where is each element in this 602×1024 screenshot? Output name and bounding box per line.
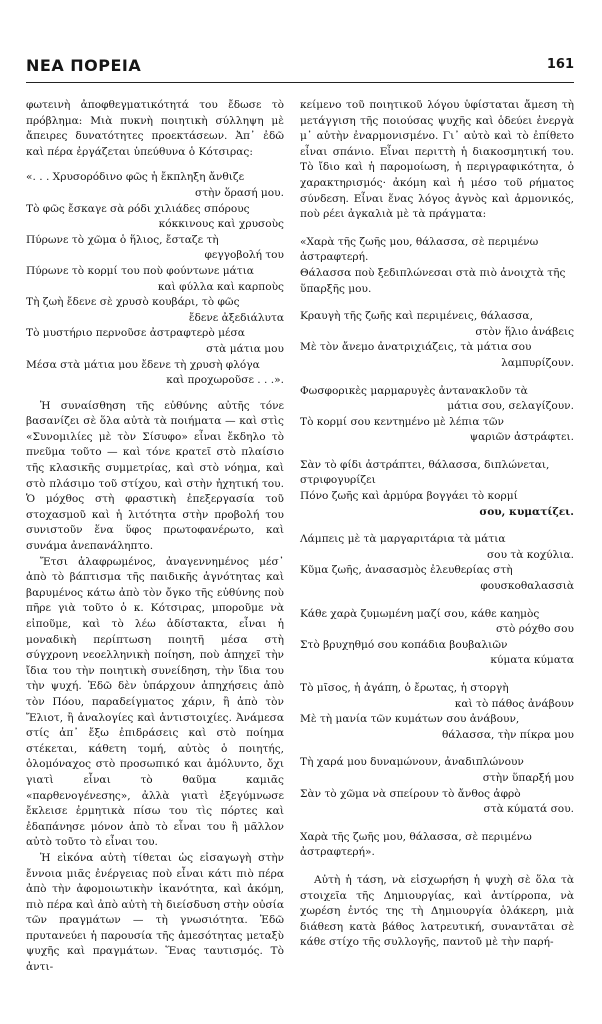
poem-line: Μὲ τὴ μανία τῶν κυμάτων σου ἀνάβουν, — [300, 713, 520, 726]
journal-title: ΝΕΑ ΠΟΡΕΙΑ — [26, 56, 142, 75]
poem-line-cont: καὶ προχωροῦσε . . .». — [166, 374, 284, 387]
page-number: 161 — [546, 57, 574, 72]
poem-line-cont: φουσκοθαλασσιὰ — [480, 580, 574, 593]
poem-line: Κῦμα ζωῆς, ἀνασασμὸς ἐλευθερίας στὴ — [300, 564, 513, 577]
poem-stanza — [300, 532, 574, 594]
poem-stanza — [300, 384, 574, 446]
poem-line-cont: καὶ τὸ πάθος ἀνάβουν — [454, 697, 574, 710]
poem-line: Τὸ κορμί σου κεντημένο μὲ λέπια τῶν — [300, 415, 504, 428]
poem-line-cont: καὶ φύλλα καὶ καρποὺς — [157, 280, 284, 293]
poem-line-cont: λαμπυρίζουν. — [501, 356, 574, 369]
poem-line-cont: σου, κυματίζει. — [479, 505, 574, 518]
poem-line: Πόνο ζωῆς καὶ ἁρμύρα βογγάει τὸ κορμί — [300, 490, 518, 503]
poem-stanza — [300, 309, 574, 371]
poem-line: Πύρωνε τὸ χῶμα ὁ ἥλιος, ἔσταζε τὴ — [26, 233, 219, 246]
poem-stanza — [300, 607, 574, 669]
poem-line: Θάλασσα ποὺ ξεδιπλώνεσαι στὰ πιὸ ἀνοιχτὰ τῆς ὕπαρξῆς μου. — [300, 266, 566, 295]
paragraph-intro: φωτεινὴ ἀποφθεγματικότητά του ἔδωσε τὸ πρόβλημα: Μιὰ πυκνὴ ποιητικὴ σύλληψη μὲ ἄπειρες δυνατότητες προεκτάσεων. Ἀπ᾽ ἐδῶ καὶ πέρα ἐργάζεται ὑπεύθυνα ὁ Κότσιρας: — [26, 99, 284, 158]
left-column — [26, 98, 284, 976]
poem-stanza — [300, 235, 574, 297]
paragraph: Ἡ συναίσθηση τῆς εὐθύνης αὐτῆς τόνε βασανίζει σὲ ὅλα αὐτὰ τὰ ποιήματα — καὶ στὶς «Συνομιλίες μὲ τὸν Σίσυφο» εἶναι ἔκδηλο τὸ πνεῦμα τοῦτο — καὶ τόνε κρατεῖ στὸ πλαίσιο τῆς κλασικῆς συμμετρίας, καὶ στὸ νόημα, καὶ στὸ πλάσιμο τοῦ στίχου, καὶ στὴν ἠχητική του. Ὁ μόχθος στὴ φραστικὴ ἐπεξεργασία τοῦ στοχασμοῦ καὶ ἡ λιτότητα στὴν προβολή του συνιστοῦν ἕνα ὕφος πρωτοφανέρωτο, καὶ συνάμα ἀνεπανάληπτο. — [26, 399, 284, 553]
poem-line: Μέσα στὰ μάτια μου ἔδενε τὴ χρυσὴ φλόγα — [26, 358, 260, 371]
paragraph-continued: κείμενο τοῦ ποιητικοῦ λόγου ὑφίσταται ἄμεση τὴ μετάγγιση τῆς ποιούσας ψυχῆς καὶ ὁδεύει ἐνεργὰ μ᾽ αὐτὴν ἐναρμονισμένο. Γι᾽ αὐτὸ καὶ τὸ ἐπίθετο εἶναι σπάνιο. Εἶναι περιττὴ ἡ διακοσμητική του. Τὸ ἴδιο καὶ ἡ παρομοίωση, ἡ περιγραφικότητα, ὁ χαρακτηρισμός· ἀκόμη καὶ ἡ μέσο τοῦ ρήματος σύνδεση. Εἶναι ἕνας λόγος ἁγνὸς καὶ ἁρμονικός, ποὺ ρέει ἀγκαλιὰ μὲ τὰ πράγματα: — [300, 99, 574, 221]
poem-line-cont: ἔδενε ἀξεδιάλυτα — [188, 311, 284, 324]
poem-line: Στὸ βρυχηθμό σου κοπάδια βουβαλιῶν — [300, 638, 508, 651]
poem-line-cont: ψαριῶν ἀστράφτει. — [469, 431, 574, 444]
poem-stanza — [300, 830, 574, 861]
running-header — [26, 52, 574, 82]
poem-line-cont: στὴν ὕπαρξή μου — [482, 771, 574, 784]
poem-line: Κάθε χαρὰ ζυμωμένη μαζί σου, κάθε καημὸς — [300, 607, 540, 620]
poem-line: Τὸ μυστήριο περνοῦσε ἀστραφτερὸ μέσα — [26, 327, 245, 340]
poem-line: Τὸ φῶς ἔσκαγε σὰ ρόδι χιλιάδες σπόρους — [26, 202, 250, 215]
poem-stanza — [300, 755, 574, 817]
poem-line-cont: κόκκινους καὶ χρυσοὺς — [158, 218, 284, 231]
poem-line: Χαρὰ τῆς ζωῆς μου, θάλασσα, σὲ περιμένω ἀστραφτερή». — [300, 830, 532, 859]
poem-line: Τὴ χαρά μου δυναμώνουν, ἀναδιπλώνουν — [300, 756, 524, 769]
paragraph: Αὐτὴ ἡ τάση, νὰ εἰσχωρήση ἡ ψυχὴ σὲ ὅλα τὰ στοιχεῖα τῆς Δημιουργίας, καὶ ἀντίρροπα, νὰ χωρέση ἐντός της τὴ Δημιουργία ὁλάκερη, μιὰ διάθεση κατὰ βάθος λατρευτική, συναντᾶται σὲ κάθε στίχο τῆς συλλογῆς, παντοῦ μὲ τὴν παρή- — [300, 873, 574, 949]
poem-line: Λάμπεις μὲ τὰ μαργαριτάρια τὰ μάτια — [300, 533, 506, 546]
poem-line: Σὰν τὸ φίδι ἀστράπτει, θάλασσα, διπλώνεται, στριφογυρίζει — [300, 458, 550, 487]
header-rule — [26, 82, 574, 83]
poem-line-cont: κύματα κύματα — [490, 654, 574, 667]
poem-stanza — [300, 681, 574, 743]
poem-line-cont: στὴν ὅρασή μου. — [194, 186, 284, 199]
poem-line: Σὰν τὸ χῶμα νὰ σπείρουν τὸ ἄνθος ἀφρὸ — [300, 787, 521, 800]
poem-line-cont: στὰ κύματά σου. — [483, 803, 574, 816]
poem-line: Κραυγὴ τῆς ζωῆς καὶ περιμένεις, θάλασσα, — [300, 310, 533, 323]
paragraph: Ἔτσι ἀλαφρωμένος, ἀναγεννημένος μέσ᾽ ἀπὸ τὸ βάπτισμα τῆς παιδικῆς ἁγνότητας καὶ βαρυμένος κάτω ἀπὸ τὸν ὄγκο τῆς εὐθύνης ποὺ πῆρε γιὰ τοῦτο ὁ κ. Κότσιρας, μποροῦμε νὰ εἰποῦμε, καὶ τὸ λέω ἀδίστακτα, εἶναι ἡ μοναδικὴ περίπτωση ποιητῆ μέσα στὴ σύγχρονη νεοελληνικὴ ποίηση, ποὺ ἀπηχεῖ τὴν ἴδια του τὴν ποιητικὴ συνείδηση, τὴν ἴδια του τὴν ψυχή. Ἐδῶ δὲν ὑπάρχουν ἀπηχήσεις ἀπὸ τὸν Πόου, παραδείγματος χάριν, ἢ ἀπὸ τὸν Ἔλιοτ, ἢ ἀναλογίες καὶ ἀντιστοιχίες. Ἀνάμεσα στίς ἀπ᾽ ἔξω ἐπιδράσεις καὶ στὸ ποίημα στέκεται, κάθετη τομή, αὐτὸς ὁ ποιητής, ὁλομόναχος στὸ προσωπικό και ἀμόλυντο, ὄχι γιατὶ εἶναι τὸ θαῦμα καμιᾶς «παρθενογένεσης», ἀλλὰ γιατὶ ἐξεγύμνωσε ἔκλεισε ἐρμητικὰ πίσω του τὶς πόρτες καὶ ἐδαπάνησε μόνον ἀπὸ τὸ εἶναι του ἢ μᾶλλον αὐτὸ τοῦτο τὸ εἶναι του. — [26, 555, 284, 849]
poem-line: Φωσφορικὲς μαρμαρυγὲς ἀντανακλοῦν τὰ — [300, 384, 528, 397]
poem-line: Πύρωνε τὸ κορμί του ποὺ φούντωνε μάτια — [26, 264, 254, 277]
poem-line: «. . . Χρυσορόδινο φῶς ἡ ἔκπληξη ἄνθιζε — [26, 171, 245, 184]
poem-line: Τὴ ζωὴ ἔδενε σὲ χρυσὸ κουβάρι, τὸ φῶς — [26, 296, 240, 309]
poem-line-cont: μάτια σου, σελαγίζουν. — [447, 400, 574, 413]
poem-line-cont: στὰ μάτια μου — [206, 342, 284, 355]
paragraph: Ἡ εἰκόνα αὐτὴ τίθεται ὡς εἰσαγωγὴ στὴν ἔννοια μιᾶς ἐνέργειας ποὺ εἶναι κάτι πιὸ πέρα ἀπὸ τὴν ἀφομοιωτικὴν ἱκανότητα, καὶ ἀκόμη, πιὸ πέρα καὶ ἀπὸ αὐτὴ τὴ διείσδυση στὴν οὐσία τῶν πραγμάτων — τὴ γνωσιότητα. Ἐδῶ πρυτανεύει ἡ παρουσία τῆς ἀμεσότητας μεταξὺ ψυχῆς καὶ πραγμάτων. Ἕνας ταυτισμός. Τὸ ἀντι- — [26, 851, 284, 974]
right-column — [300, 98, 574, 951]
poem-line-cont: στὸν ἥλιο ἀνάβεις — [475, 325, 574, 338]
poem-line: Τὸ μῖσος, ἡ ἀγάπη, ὁ ἔρωτας, ἡ στοργὴ — [300, 682, 509, 694]
poem-line-cont: στὸ ρόχθο σου — [495, 623, 574, 636]
poem-stanza — [300, 458, 574, 520]
poem-line: «Χαρὰ τῆς ζωῆς μου, θάλασσα, σὲ περιμένω ἀστραφτερή. — [300, 235, 539, 264]
poem-line-cont: σου τὰ κοχύλια. — [486, 548, 574, 561]
poem-line-cont: θάλασσα, τὴν πίκρα μου — [442, 728, 574, 741]
poem-line: Μὲ τὸν ἄνεμο ἀνατριχιάζεις, τὰ μάτια σου — [300, 341, 532, 354]
poem-line-cont: φεγγοβολή του — [204, 249, 284, 262]
quoted-poem — [26, 170, 284, 388]
